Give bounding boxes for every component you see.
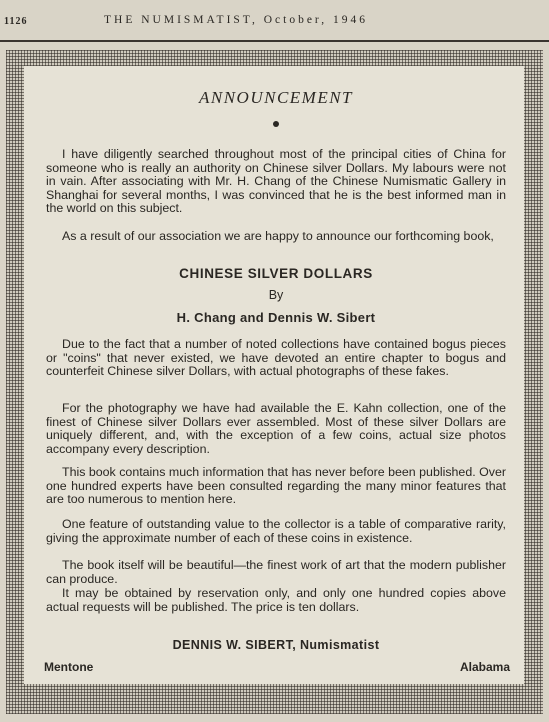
paragraph-photography: For the photography we have had available the E. Kahn collection, one of the finest of Chinese silver Dollars ever assembled. Most of these silver Dollars are uniquely different, and, with the exception of a few coins, actual size photos accompany every description. [46,401,506,456]
book-by: By [268,288,284,302]
paragraph-beautiful: The book itself will be beautiful—the finest work of art that the modern publisher can produce. [46,558,506,586]
signature: DENNIS W. SIBERT, Numismatist [172,638,380,652]
ornament-dot [273,121,279,127]
paragraph-bogus: Due to the fact that a number of noted collections have contained bogus pieces or "coins" that never existed, we have devoted an entire chapter to bogus and counterfeit Chinese silver Dollars, with actual photographs of these fakes. [46,337,506,379]
location-city: Mentone [44,660,94,674]
page-number: 1126 [4,16,28,27]
running-head: THE NUMISMATIST, October, 1946 [104,14,369,26]
paragraph-price: It may be obtained by reservation only, and only one hundred copies above actual requests will be published. The price is ten dollars. [46,586,506,614]
paragraph-announce: As a result of our association we are happy to announce our forthcoming book, [62,229,494,243]
page-header [0,14,549,34]
announcement-panel [24,66,524,684]
announcement-title: ANNOUNCEMENT [198,88,354,107]
header-rule [0,40,549,42]
book-authors: H. Chang and Dennis W. Sibert [176,310,376,325]
paragraph-rarity: One feature of outstanding value to the collector is a table of comparative rarity, giving the approximate number of each of these coins in existence. [46,517,506,545]
paragraph-intro: I have diligently searched throughout most of the principal cities of China for someone who is really an authority on Chinese silver Dollars. My labours were not in vain. After associating with Mr. H. Chang of the Chinese Numismatic Gallery in Shanghai for several months, I was convinced that he is the best informed man in the world on this subject. [46,147,506,216]
paragraph-information: This book contains much information that has never before been published. Over one hundred experts have been consulted regarding the many minor features that are too numerous to mention here. [46,465,506,507]
location-state: Alabama [459,660,510,674]
book-title: CHINESE SILVER DOLLARS [179,266,373,281]
